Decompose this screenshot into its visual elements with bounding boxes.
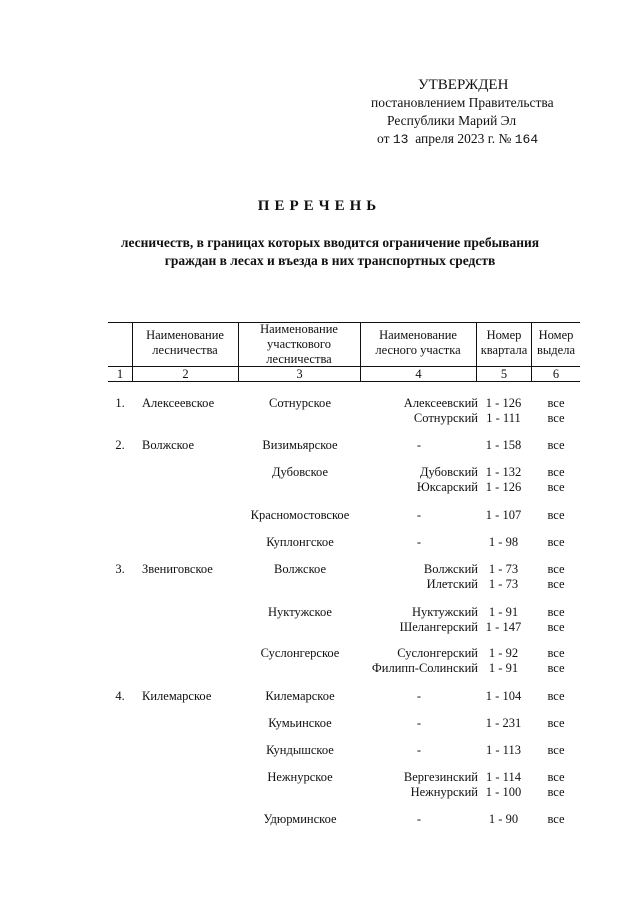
quarter-ranges	[476, 716, 531, 731]
section-value: все	[547, 689, 565, 703]
quarter-range: 1 - 73	[488, 562, 519, 576]
document-title: ПЕРЕЧЕНЬ	[257, 198, 382, 214]
header-plot: Наименование лесного участка	[375, 328, 461, 357]
plot-name: Алексеевский	[403, 396, 478, 410]
district-name: Волжское	[273, 562, 326, 576]
plot-name: -	[416, 812, 422, 826]
approval-date: апреля 2023 г. №	[415, 131, 512, 146]
plot-name: Волжский	[423, 562, 478, 576]
quarter-range: 1 - 90	[488, 812, 519, 826]
plot-names	[360, 465, 478, 495]
section-value: все	[547, 646, 565, 660]
forestry-name: Килемарское	[142, 689, 212, 703]
plot-name: Дубовский	[419, 465, 478, 479]
quarter-range: 1 - 231	[485, 716, 522, 730]
section-value: все	[547, 577, 565, 591]
approval-line-1: постановлением Правительства	[371, 95, 554, 110]
quarter-range: 1 - 104	[485, 689, 522, 703]
approval-number: 164	[514, 132, 539, 147]
section-values	[532, 689, 580, 704]
quarter-range: 1 - 100	[485, 785, 522, 799]
district-name: Нуктужское	[268, 605, 332, 619]
approval-title: УТВЕРЖДЕН	[418, 77, 509, 93]
section-value: все	[547, 438, 565, 452]
section-value: все	[547, 743, 565, 757]
column-number: 6	[552, 367, 560, 381]
approval-day: 13	[392, 132, 409, 147]
quarter-ranges	[476, 605, 531, 635]
plot-names	[360, 438, 478, 453]
district-name: Кумьинское	[268, 716, 332, 730]
plot-names	[360, 770, 478, 800]
section-value: все	[547, 620, 565, 634]
section-values	[532, 743, 580, 758]
header-district: Наименование участкового лесничества	[260, 322, 338, 366]
plot-names	[360, 716, 478, 731]
header-forestry: Наименование лесничества	[146, 328, 224, 357]
header-section: Номер выдела	[537, 328, 575, 357]
section-value: все	[547, 661, 565, 675]
subtitle-line-1: лесничеств, в границах которых вводится ограничение пребывания	[120, 235, 540, 250]
plot-names	[360, 605, 478, 635]
quarter-ranges	[476, 508, 531, 523]
quarter-ranges	[476, 812, 531, 827]
plot-names	[360, 689, 478, 704]
plot-name: -	[416, 716, 422, 730]
column-number: 4	[415, 367, 422, 381]
plot-names	[360, 562, 478, 592]
quarter-ranges	[476, 646, 531, 676]
plot-names	[360, 508, 478, 523]
district-name: Удюрминское	[263, 812, 337, 826]
quarter-ranges	[476, 743, 531, 758]
quarter-range: 1 - 158	[485, 438, 522, 452]
forestry-name: Волжское	[142, 438, 195, 452]
plot-name: -	[416, 743, 422, 757]
section-values	[532, 605, 580, 635]
column-number: 2	[182, 367, 189, 381]
section-values	[532, 438, 580, 453]
quarter-ranges	[476, 535, 531, 550]
plot-name: Сотнурский	[413, 411, 478, 425]
column-number: 1	[116, 367, 124, 381]
plot-names	[360, 743, 478, 758]
plot-name: -	[416, 535, 422, 549]
plot-name: Вергезинский	[403, 770, 478, 784]
plot-name: Нежнурский	[410, 785, 478, 799]
row-number: 4.	[115, 689, 125, 703]
section-value: все	[547, 465, 565, 479]
plot-name: -	[416, 508, 422, 522]
row-number: 2.	[115, 438, 125, 452]
header-bottom-line	[108, 381, 580, 382]
quarter-range: 1 - 147	[485, 620, 522, 634]
document-subtitle	[100, 234, 560, 270]
approval-block	[360, 76, 590, 149]
section-values	[532, 812, 580, 827]
section-values	[532, 562, 580, 592]
district-name: Килемарское	[265, 689, 335, 703]
row-number: 1.	[115, 396, 125, 410]
quarter-ranges	[476, 438, 531, 453]
quarter-range: 1 - 126	[485, 396, 522, 410]
quarter-range: 1 - 73	[488, 577, 519, 591]
quarter-range: 1 - 132	[485, 465, 522, 479]
section-value: все	[547, 480, 565, 494]
section-values	[532, 770, 580, 800]
plot-name: -	[416, 438, 422, 452]
section-values	[532, 396, 580, 426]
district-name: Суслонгерское	[260, 646, 340, 660]
quarter-range: 1 - 91	[488, 661, 519, 675]
header-quarter: Номер квартала	[480, 328, 528, 357]
district-name: Дубовское	[272, 465, 328, 479]
quarter-range: 1 - 126	[485, 480, 522, 494]
quarter-range: 1 - 107	[485, 508, 522, 522]
section-values	[532, 716, 580, 731]
section-value: все	[547, 716, 565, 730]
approval-line-2: Республики Марий Эл	[387, 113, 517, 128]
district-name: Нежнурское	[267, 770, 333, 784]
forestry-name: Звениговское	[142, 562, 213, 576]
section-value: все	[547, 535, 565, 549]
approval-from: от	[377, 131, 390, 146]
section-value: все	[547, 785, 565, 799]
plot-names	[360, 646, 478, 676]
section-value: все	[547, 396, 565, 410]
quarter-range: 1 - 98	[488, 535, 519, 549]
quarter-ranges	[476, 465, 531, 495]
section-values	[532, 508, 580, 523]
quarter-ranges	[476, 562, 531, 592]
section-value: все	[547, 411, 565, 425]
section-value: все	[547, 605, 565, 619]
row-number: 3.	[115, 562, 125, 576]
section-value: все	[547, 812, 565, 826]
plot-names	[360, 396, 478, 426]
quarter-ranges	[476, 396, 531, 426]
section-value: все	[547, 508, 565, 522]
quarter-range: 1 - 114	[486, 770, 521, 784]
section-value: все	[547, 770, 565, 784]
section-values	[532, 465, 580, 495]
approval-line-3	[360, 130, 590, 149]
plot-name: -	[416, 689, 422, 703]
plot-names	[360, 535, 478, 550]
district-name: Куплонгское	[266, 535, 334, 549]
plot-name: Суслонгерский	[397, 646, 478, 660]
quarter-ranges	[476, 770, 531, 800]
plot-name: Филипп-Солинский	[371, 661, 478, 675]
section-values	[532, 646, 580, 676]
subtitle-line-2: граждан в лесах и въезда в них транспортных средств	[164, 253, 496, 268]
plot-names	[360, 812, 478, 827]
district-name: Визимьярское	[262, 438, 338, 452]
district-name: Сотнурское	[268, 396, 331, 410]
quarter-range: 1 - 91	[488, 605, 519, 619]
district-name: Красномостовское	[250, 508, 350, 522]
section-value: все	[547, 562, 565, 576]
plot-name: Юксарский	[416, 480, 478, 494]
quarter-range: 1 - 111	[486, 411, 521, 425]
plot-name: Нуктужский	[412, 605, 478, 619]
quarter-ranges	[476, 689, 531, 704]
plot-name: Шелангерский	[399, 620, 478, 634]
column-number: 5	[500, 367, 508, 381]
section-values	[532, 535, 580, 550]
quarter-range: 1 - 92	[488, 646, 519, 660]
quarter-range: 1 - 113	[486, 743, 521, 757]
plot-name: Илетский	[426, 577, 478, 591]
district-name: Кундышское	[266, 743, 334, 757]
column-number: 3	[296, 367, 303, 381]
forestry-name: Алексеевское	[142, 396, 215, 410]
